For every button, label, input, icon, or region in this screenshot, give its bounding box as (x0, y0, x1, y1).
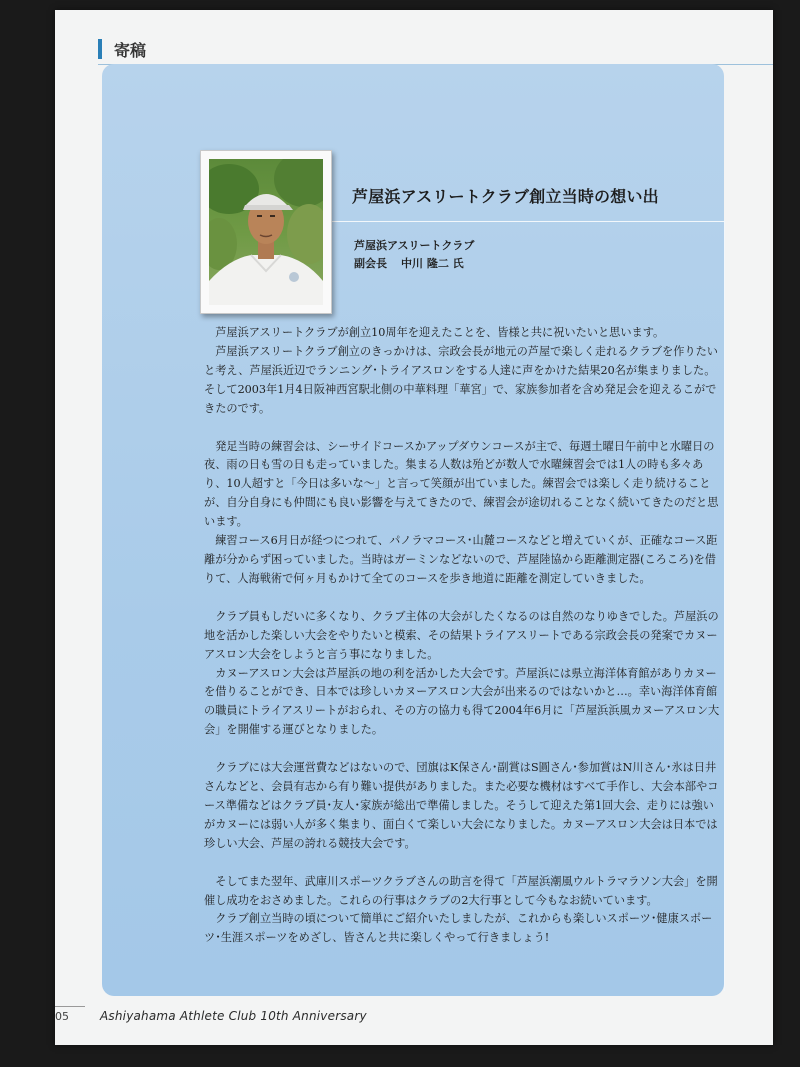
paragraph: カヌーアスロン大会は芦屋浜の地の利を活かした大会です。芦屋浜には県立海洋体育館がありカヌーを借りることができ、日本では珍しいカヌーアスロン大会が出来るのではないかと…。幸い海洋体育館の職員にトライアスリートがおられ、その方の協力も得て2004年6月に「芦屋浜浜風カヌーアスロン大会」を開催する運びとなりました。 (204, 666, 720, 737)
author-portrait-image (209, 159, 323, 305)
footer-publication-title: Ashiyahama Athlete Club 10th Anniversary (100, 1009, 367, 1023)
paragraph: クラブ員もしだいに多くなり、クラブ主体の大会がしたくなるのは自然のなりゆきでした。芦屋浜の地を活かした楽しい大会をやりたいと模索、その結果トライアスリートである宗政会長の発案でカヌーアスロン大会をしようと言う事になりました。 (204, 609, 719, 661)
page-footer (55, 1006, 773, 1026)
article-body (204, 324, 724, 948)
inner-frame-top (322, 221, 724, 222)
paragraph-spacer (204, 419, 724, 438)
paragraph: 発足当時の練習会は、シーサイドコースかアップダウンコースが主で、毎週土曜日午前中と水曜日の夜、雨の日も雪の日も走っていました。集まる人数は殆どが数人で水曜練習会では1人の時も多々あり、10人超すと「今日は多いな～」と言って笑顔が出ていました。練習会では楽しく走り続けることが、自分自身にも仲間にも良い影響を与えてきたので、練習会が途切れることなく続いてきたのだと思います。 (204, 439, 719, 529)
author-photo (209, 159, 323, 305)
page-number: 05 (55, 1010, 69, 1023)
paragraph: 芦屋浜アスリートクラブ創立のきっかけは、宗政会長が地元の芦屋で楽しく走れるクラブを作りたいと考え、芦屋浜近辺でランニング･トライアスロンをする人達に声をかけた結果20名が集まりました。そして2003年1月4日阪神西宮駅北側の中華料理「華宮」で、家族参加者を含め発足会を迎えるこができたのです。 (204, 344, 718, 415)
author-organization: 芦屋浜アスリートクラブ (354, 239, 475, 252)
inner-frame-right (724, 221, 725, 991)
footer-rule (55, 1006, 85, 1007)
paragraph: そしてまた翌年、武庫川スポーツクラブさんの助言を得て「芦屋浜潮風ウルトラマラソン大会」を開催し成功をおさめました。これらの行事はクラブの2大行事として今もなお続いています。 (204, 874, 718, 907)
paragraph: クラブ創立当時の頃について簡単にご紹介いたしましたが、これからも楽しいスポーツ･健康スポーツ･生涯スポーツをめざし、皆さんと共に楽しくやって行きましょう! (204, 912, 713, 945)
paragraph: 芦屋浜アスリートクラブが創立10周年を迎えたことを、皆様と共に祝いたいと思います。 (215, 326, 665, 339)
author-photo-frame (200, 150, 332, 314)
section-header (98, 38, 146, 60)
author-name: 中川 隆二 氏 (401, 257, 464, 270)
paragraph: クラブには大会運営費などはないので、団旗はK保さん･副賞はS圓さん･参加賞はN川さん･氷は日井さんなどと、会員有志から有り難い提供がありました。また必要な機材はすべて手作し、大会本部やコース準備などはクラブ員･友人･家族が総出で準備しました。そうして迎えた第1回大会、走りには強いがカヌーには弱い人が多く集まり、面白くて楽しい大会になりました。カヌーアスロン大会は日本では珍しい大会、芦屋の誇れる競技大会です。 (204, 761, 719, 850)
author-role: 副会長 (354, 257, 387, 270)
paragraph-spacer (204, 589, 724, 608)
author-byline (354, 237, 474, 273)
section-accent-bar (98, 39, 102, 59)
paragraph: 練習コース6月日が経つにつれて、パノラマコース･山麓コースなどと増えていくが、正確なコース距離が分からず困っていました。当時はガーミンなどないので、芦屋陸協から距離測定器(ころころ)を借りて、人海戦術で何ヶ月もかけて全てのコースを歩き地道に距離を測定していきました。 (204, 534, 718, 585)
section-label: 寄稿 (114, 40, 147, 60)
magazine-page (55, 10, 773, 1045)
paragraph-spacer (204, 854, 724, 873)
author-role-name-line (354, 255, 474, 273)
article-title: 芦屋浜アスリートクラブ創立当時の想い出 (352, 187, 659, 206)
paragraph-spacer (204, 740, 724, 759)
article-panel (102, 64, 724, 996)
